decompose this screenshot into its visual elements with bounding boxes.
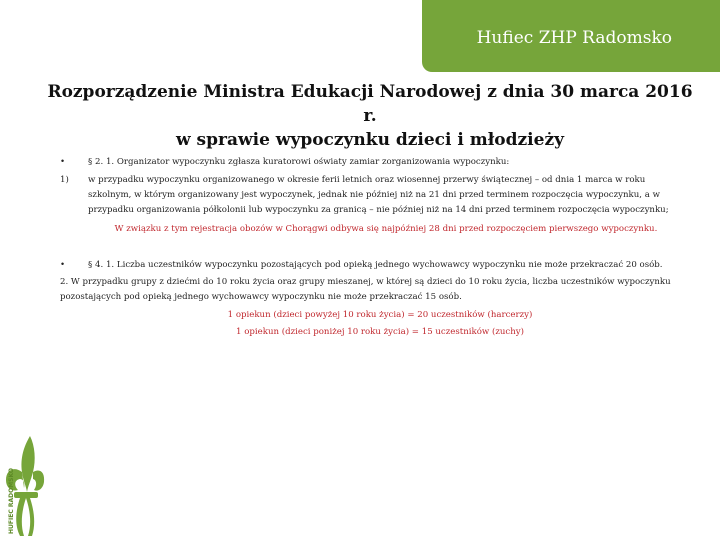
item-line-2: szkolnym, w którym organizowany jest wypoczynek, jednak nie później niż na 21 dni przed terminem rozpoczęcia wypoczynku, a w	[88, 190, 660, 200]
section2-line-3: pozostających pod opieką jednego wychowawcy wypoczynku nie może przekraczać 15 osób.	[60, 292, 462, 302]
section2-line-2: 2. W przypadku grupy z dziećmi do 10 roku życia oraz grupy mieszanej, w której są dzieci do 10 roku życia, liczba uczestników wypoczynku	[60, 277, 671, 287]
item-line-1: w przypadku wypoczynku organizowanego w okresie ferii letnich oraz wiosennej przerwy świątecznej – od dnia 1 marca w roku	[88, 175, 646, 185]
section1-heading: § 2. 1. Organizator wypoczynku zgłasza kuratorowi oświaty zamiar zorganizowania wypoczynku:	[88, 157, 510, 167]
registration-note: W związku z tym rejestracja obozów w Chorągwi odbywa się najpóźniej 28 dni przed rozpoczęciem pierwszego wypoczynku.	[114, 224, 658, 234]
title-line-2: w sprawie wypoczynku dzieci i młodzieży	[176, 130, 564, 150]
bullet-1: •	[60, 157, 66, 167]
ratio-older: 1 opiekun (dzieci powyżej 10 roku życia) = 20 uczestników (harcerzy)	[227, 310, 533, 320]
brand-name: Hufiec ZHP Radomsko	[476, 28, 672, 48]
scout-lily-logo	[0, 432, 46, 540]
section2-line-1: § 4. 1. Liczba uczestników wypoczynku pozostających pod opieką jednego wychowawcy wypoczynku nie może przekraczać 20 osób.	[88, 260, 663, 270]
title-line-1: Rozporządzenie Ministra Edukacji Narodowej z dnia 30 marca 2016 r.	[47, 82, 693, 126]
bullet-2: •	[60, 260, 66, 270]
ratio-younger: 1 opiekun (dzieci poniżej 10 roku życia) = 15 uczestników (zuchy)	[236, 327, 524, 337]
fleur-de-lis-icon	[0, 432, 46, 540]
logo-text: HUFIEC RADOMSKO	[8, 468, 15, 534]
item-line-3: przypadku organizowania półkolonii lub wypoczynku za granicą – nie później niż na 14 dni przed terminem rozpoczęcia wypoczynku;	[88, 205, 669, 215]
item-marker-1: 1)	[60, 175, 69, 185]
